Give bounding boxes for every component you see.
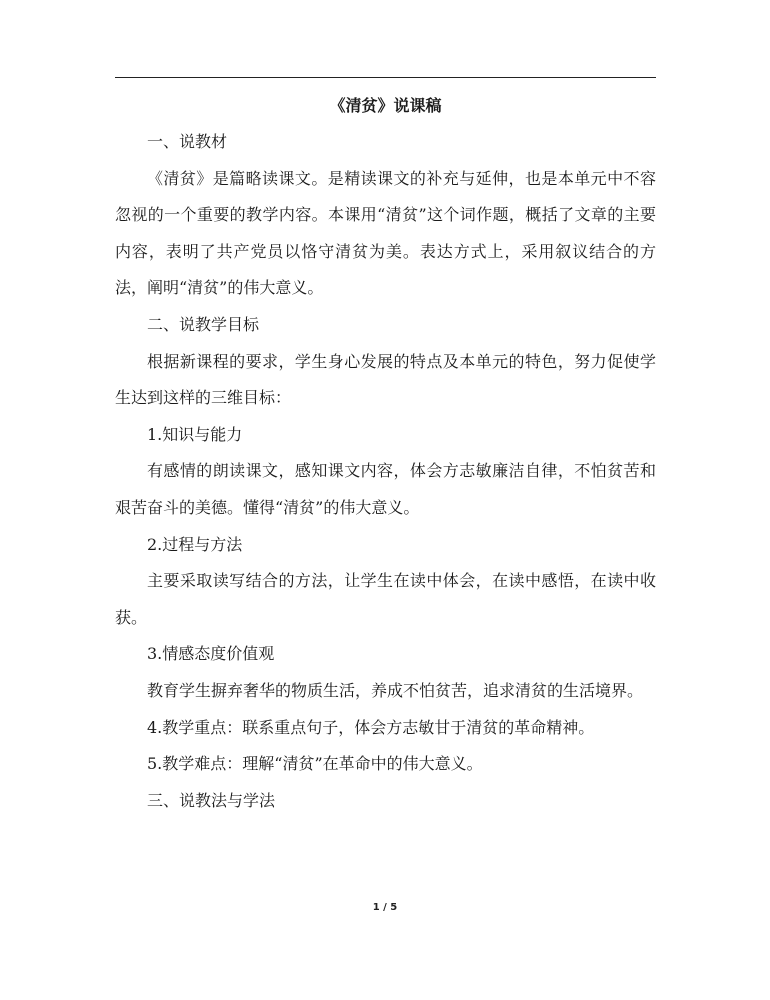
paragraph-difficulty: 5.教学难点：理解“清贫”在革命中的伟大意义。 <box>147 754 483 774</box>
document-body <box>115 88 656 819</box>
paragraph-knowledge: 有感情的朗读课文，感知课文内容，体会方志敏廉洁自律，不怕贫苦和艰苦奋斗的美德。懂得“清贫”的伟大意义。 <box>115 461 656 517</box>
paragraph-process: 主要采取读写结合的方法，让学生在读中体会，在读中感悟，在读中收获。 <box>115 571 656 627</box>
paragraph-textbook-intro: 《清贫》是篇略读课文。是精读课文的补充与延伸，也是本单元中不容忽视的一个重要的教学内容。本课用“清贫”这个词作题，概括了文章的主要内容，表明了共产党员以恪守清贫为美。表达方式上，采用叙议结合的方法，阐明“清贫”的伟大意义。 <box>115 168 656 298</box>
paragraph-key-point: 4.教学重点：联系重点句子，体会方志敏甘于清贫的革命精神。 <box>147 717 595 737</box>
paragraph-goals-intro: 根据新课程的要求，学生身心发展的特点及本单元的特色，努力促使学生达到这样的三维目标： <box>115 351 656 408</box>
section-heading-goals: 二、说教学目标 <box>147 314 260 334</box>
subheading-values: 3.情感态度价值观 <box>147 644 275 664</box>
header-rule <box>115 77 656 78</box>
page-indicator: 1 / 5 <box>372 902 398 913</box>
section-heading-methods: 三、说教法与学法 <box>147 790 276 810</box>
subheading-knowledge: 1.知识与能力 <box>147 424 243 444</box>
subheading-process: 2.过程与方法 <box>147 534 243 554</box>
document-title: 《清贫》说课稿 <box>329 96 442 115</box>
paragraph-values: 教育学生摒弃奢华的物质生活，养成不怕贫苦，追求清贫的生活境界。 <box>147 680 644 700</box>
section-heading-textbook: 一、说教材 <box>147 132 228 151</box>
